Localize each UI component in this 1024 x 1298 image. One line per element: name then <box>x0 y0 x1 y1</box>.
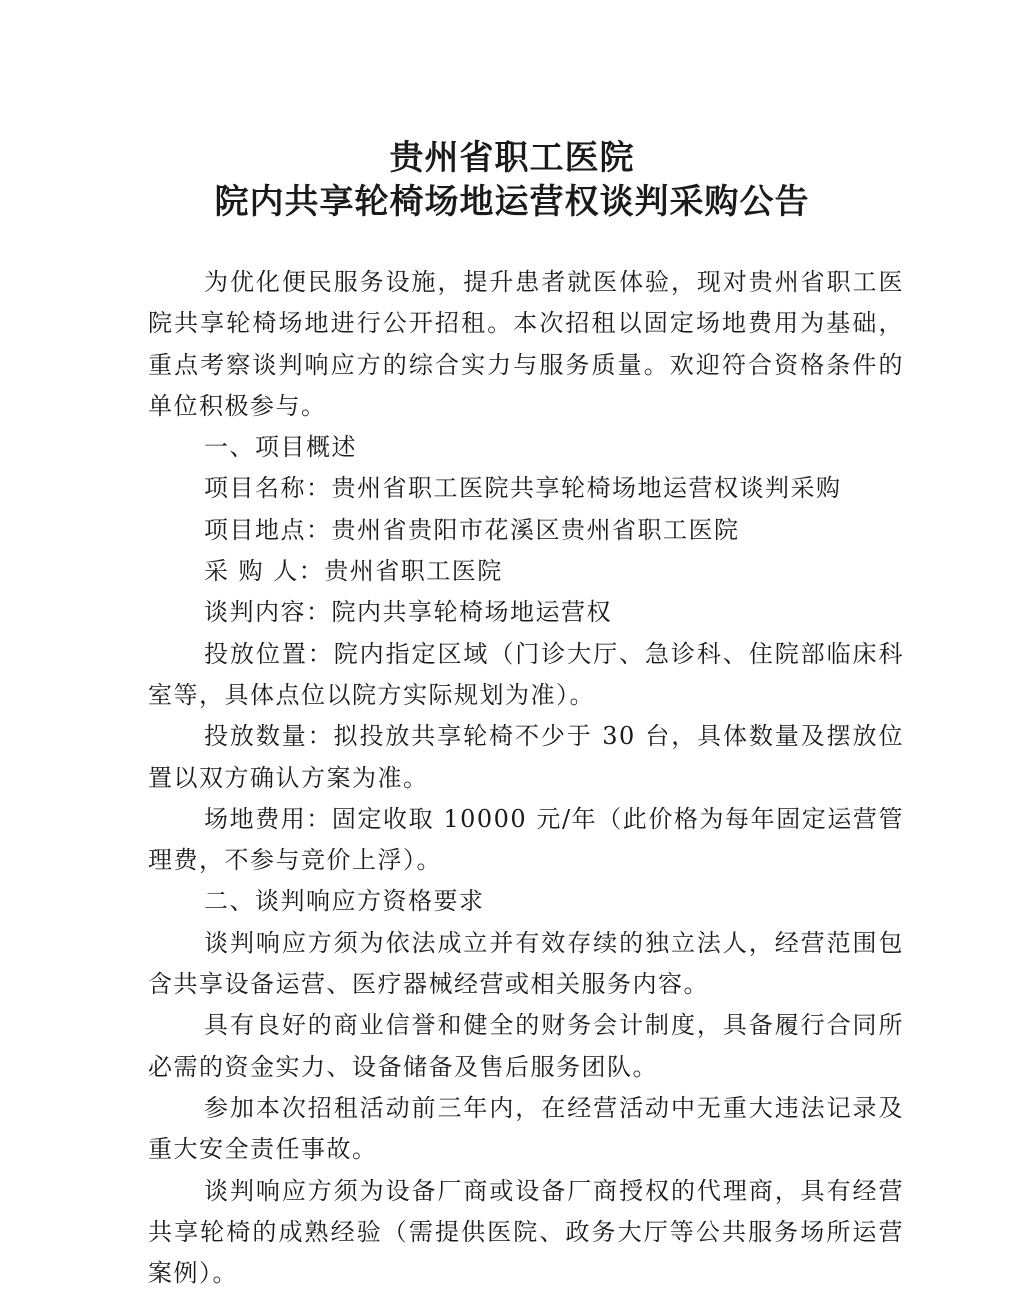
qualification-paragraph-3: 参加本次招租活动前三年内，在经营活动中无重大违法记录及重大安全责任事故。 <box>148 1093 904 1164</box>
placement-location-paragraph: 投放位置：院内指定区域（门诊大厅、急诊科、住院部临床科室等，具体点位以院方实际规划为准）。 <box>148 639 904 709</box>
project-name-line: 项目名称：贵州省职工医院共享轮椅场地运营权谈判采购 <box>204 474 842 503</box>
section-heading-qualifications: 二、谈判响应方资格要求 <box>204 887 485 916</box>
document-title-line1: 贵州省职工医院 <box>389 138 635 178</box>
purchaser-line: 采 购 人：贵州省职工医院 <box>204 557 503 586</box>
negotiation-content-line: 谈判内容：院内共享轮椅场地运营权 <box>204 598 612 627</box>
section-heading-overview: 一、项目概述 <box>204 433 357 462</box>
qualification-paragraph-1: 谈判响应方须为依法成立并有效存续的独立法人，经营范围包含共享设备运营、医疗器械经营或相关服务内容。 <box>148 928 904 999</box>
document-title-line2: 院内共享轮椅场地运营权谈判采购公告 <box>214 182 810 222</box>
qualification-paragraph-4: 谈判响应方须为设备厂商或设备厂商授权的代理商，具有经营共享轮椅的成熟经验（需提供医院、政务大厅等公共服务场所运营案例）。 <box>148 1176 904 1288</box>
qualification-paragraph-2: 具有良好的商业信誉和健全的财务会计制度，具备履行合同所必需的资金实力、设备储备及售后服务团队。 <box>148 1011 904 1081</box>
placement-quantity-paragraph: 投放数量：拟投放共享轮椅不少于 30 台，具体数量及摆放位置以双方确认方案为准。 <box>148 722 904 792</box>
project-location-line: 项目地点：贵州省贵阳市花溪区贵州省职工医院 <box>204 515 740 544</box>
document-body <box>148 262 904 1294</box>
site-fee-paragraph: 场地费用：固定收取 10000 元/年（此价格为每年固定运营管理费，不参与竞价上浮）。 <box>148 804 904 875</box>
intro-paragraph: 为优化便民服务设施，提升患者就医体验，现对贵州省职工医院共享轮椅场地进行公开招租。本次招租以固定场地费用为基础，重点考察谈判响应方的综合实力与服务质量。欢迎符合资格条件的单位积极参与。 <box>148 268 904 420</box>
